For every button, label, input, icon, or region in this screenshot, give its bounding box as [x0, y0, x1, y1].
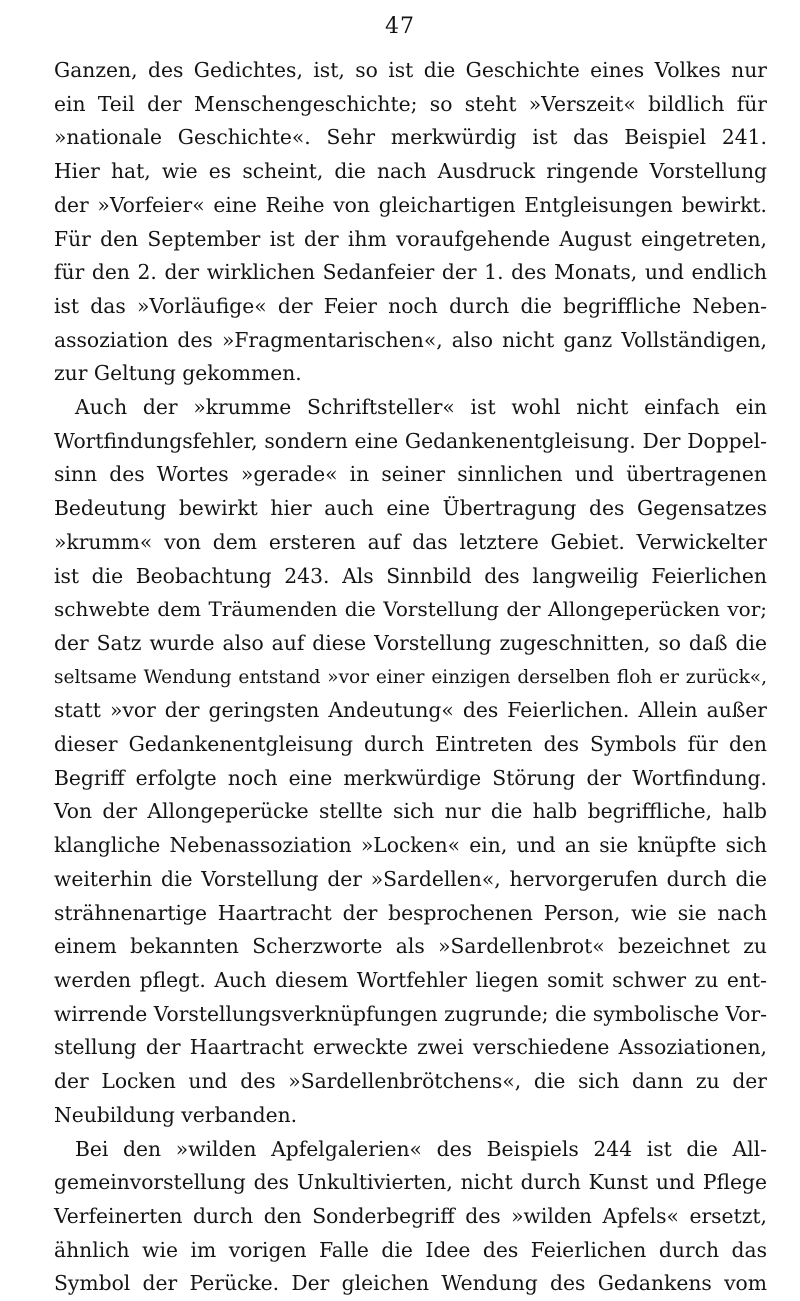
text-line: »krumm« von dem ersteren auf das letztere Gebiet. Verwickelter: [54, 526, 767, 560]
text-line: der Satz wurde also auf diese Vorstellung zugeschnitten, so daß die: [54, 627, 767, 661]
text-line: strähnenartige Haartracht der besprochenen Person, wie sie nach: [54, 897, 767, 931]
text-line: Von der Allongeperücke stellte sich nur die halb begriffliche, halb: [54, 795, 767, 829]
page-number: 47: [0, 14, 800, 39]
text-line: klangliche Nebenassoziation »Locken« ein, und an sie knüpfte sich: [54, 829, 767, 863]
body-text: [54, 54, 767, 1301]
text-line: seltsame Wendung entstand »vor einer einzigen derselben floh er zurück«,: [54, 661, 767, 695]
text-line: weiterhin die Vorstellung der »Sardellen«, hervorgerufen durch die: [54, 863, 767, 897]
text-line: für den 2. der wirklichen Sedanfeier der 1. des Monats, und endlich: [54, 256, 767, 290]
text-line: Auch der »krumme Schriftsteller« ist wohl nicht einfach ein: [54, 391, 767, 425]
text-line: der »Vorfeier« eine Reihe von gleichartigen Entgleisungen bewirkt.: [54, 189, 767, 223]
text-line: stellung der Haartracht erweckte zwei verschiedene Assoziationen,: [54, 1031, 767, 1065]
text-line: der Locken und des »Sardellenbrötchens«, die sich dann zu der: [54, 1065, 767, 1099]
text-line: Neubildung verbanden.: [54, 1099, 767, 1133]
text-line: Für den September ist der ihm voraufgehende August eingetreten,: [54, 223, 767, 257]
text-line: Begriff erfolgte noch eine merkwürdige Störung der Wortfindung.: [54, 762, 767, 796]
text-line: Wortfindungsfehler, sondern eine Gedankenentgleisung. Der Doppel-: [54, 425, 767, 459]
text-line: zur Geltung gekommen.: [54, 357, 767, 391]
text-line: »nationale Geschichte«. Sehr merkwürdig ist das Beispiel 241.: [54, 121, 767, 155]
text-line: statt »vor der geringsten Andeutung« des Feierlichen. Allein außer: [54, 694, 767, 728]
text-line: einem bekannten Scherzworte als »Sardellenbrot« bezeichnet zu: [54, 930, 767, 964]
text-line: Ganzen, des Gedichtes, ist, so ist die Geschichte eines Volkes nur: [54, 54, 767, 88]
text-line: ein Teil der Menschengeschichte; so steht »Verszeit« bildlich für: [54, 88, 767, 122]
text-line: Symbol der Perücke. Der gleichen Wendung des Gedankens vom: [54, 1267, 767, 1301]
text-line: Bedeutung bewirkt hier auch eine Übertragung des Gegensatzes: [54, 492, 767, 526]
text-line: ist die Beobachtung 243. Als Sinnbild des langweilig Feierlichen: [54, 560, 767, 594]
paragraph: [54, 391, 767, 1132]
text-line: ist das »Vorläufige« der Feier noch durch die begriffliche Neben-: [54, 290, 767, 324]
text-line: Bei den »wilden Apfelgalerien« des Beispiels 244 ist die All-: [54, 1133, 767, 1167]
text-line: assoziation des »Fragmentarischen«, also nicht ganz Vollständigen,: [54, 324, 767, 358]
text-line: dieser Gedankenentgleisung durch Eintreten des Symbols für den: [54, 728, 767, 762]
text-line: wirrende Vorstellungsverknüpfungen zugrunde; die symbolische Vor-: [54, 998, 767, 1032]
text-line: ähnlich wie im vorigen Falle die Idee des Feierlichen durch das: [54, 1234, 767, 1268]
text-line: sinn des Wortes »gerade« in seiner sinnlichen und übertragenen: [54, 458, 767, 492]
text-line: schwebte dem Träumenden die Vorstellung der Allongeperücken vor;: [54, 593, 767, 627]
text-line: Hier hat, wie es scheint, die nach Ausdruck ringende Vorstellung: [54, 155, 767, 189]
text-line: gemeinvorstellung des Unkultivierten, nicht durch Kunst und Pflege: [54, 1166, 767, 1200]
paragraph: [54, 1133, 767, 1301]
paragraph: [54, 54, 767, 391]
text-line: werden pflegt. Auch diesem Wortfehler liegen somit schwer zu ent-: [54, 964, 767, 998]
text-line: Verfeinerten durch den Sonderbegriff des »wilden Apfels« ersetzt,: [54, 1200, 767, 1234]
